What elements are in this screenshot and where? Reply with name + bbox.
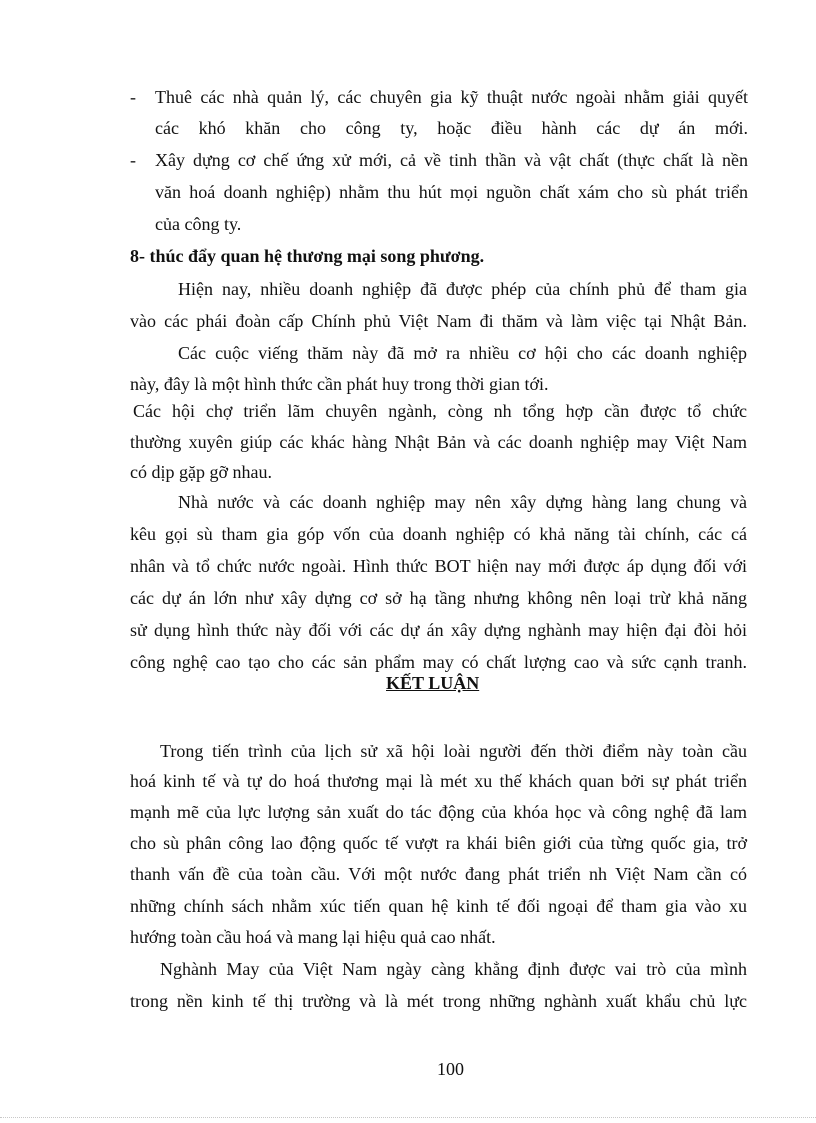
conclusion-line: thanh vấn đề của toàn cầu. Với một nước đang phát triển nh Việt Nam cần có [130, 864, 747, 884]
paragraph-line: nhân và tổ chức nước ngoài. Hình thức BOT hiện nay mới được áp dụng đối với [130, 556, 747, 576]
conclusion-title: KẾT LUẬN [386, 673, 480, 693]
paragraph-line: kêu gọi sù tham gia góp vốn của doanh nghiệp có khả năng tài chính, các cá [130, 524, 747, 544]
conclusion-line: mạnh mẽ của lực lượng sản xuất do tác động của khóa học và công nghệ đã lam [130, 802, 747, 822]
conclusion-line: trong nền kinh tế thị trường và là mét trong những nghành xuất khẩu chủ lực [130, 991, 747, 1011]
bullet-2-line-1: Xây dựng cơ chế ứng xử mới, cả về tinh thần và vật chất (thực chất là nền [155, 150, 748, 170]
paragraph-line: thường xuyên giúp các khác hàng Nhật Bản và các doanh nghiệp may Việt Nam [130, 432, 747, 452]
section-heading: 8- thúc đẩy quan hệ thương mại song phương. [130, 246, 485, 266]
paragraph-line: vào các phái đoàn cấp Chính phủ Việt Nam đi thăm và làm việc tại Nhật Bản. [130, 311, 747, 331]
conclusion-line: Trong tiến trình của lịch sử xã hội loài người đến thời điểm này toàn cầu [160, 741, 747, 761]
paragraph-line: Hiện nay, nhiều doanh nghiệp đã được phép của chính phủ để tham gia [178, 279, 747, 299]
paragraph-line: các dự án lớn như xây dựng cơ sở hạ tầng nhưng không nên loại trừ khả năng [130, 588, 747, 608]
bullet-2-line-2: văn hoá doanh nghiệp) nhằm thu hút mọi nguồn chất xám cho sù phát triển [155, 182, 748, 202]
bullet-1-line-2: các khó khăn cho công ty, hoặc điều hành các dự án mới. [155, 118, 748, 138]
conclusion-line: Nghành May của Việt Nam ngày càng khẳng định được vai trò của mình [160, 959, 747, 979]
conclusion-line: cho sù phân công lao động quốc tế vượt ra khái biên giới của từng quốc gia, trở [130, 833, 747, 853]
paragraph-line: sử dụng hình thức này đối với các dự án xây dựng nghành may hiện đại đòi hỏi [130, 620, 747, 640]
page-number: 100 [437, 1059, 464, 1079]
paragraph-line: Các hội chợ triển lãm chuyên ngành, còng nh tổng hợp cần được tổ chức [133, 401, 747, 421]
paragraph-line: có dịp gặp gỡ nhau. [130, 462, 272, 482]
page-bottom-border [0, 1117, 816, 1118]
conclusion-line: những chính sách nhằm xúc tiến quan hệ kinh tế đối ngoại để tham gia vào xu [130, 896, 747, 916]
bullet-1-line-1: Thuê các nhà quản lý, các chuyên gia kỹ thuật nước ngoài nhằm giải quyết [155, 87, 748, 107]
paragraph-line: Các cuộc viếng thăm này đã mở ra nhiều cơ hội cho các doanh nghiệp [178, 343, 747, 363]
bullet-marker: - [130, 150, 136, 170]
paragraph-line: Nhà nước và các doanh nghiệp may nên xây dựng hàng lang chung và [178, 492, 747, 512]
conclusion-line: hướng toàn cầu hoá và mang lại hiệu quả cao nhất. [130, 927, 496, 947]
bullet-2-line-3: của công ty. [155, 214, 242, 234]
bullet-marker: - [130, 87, 136, 107]
paragraph-line: công nghệ cao tạo cho các sản phẩm may có chất lượng cao và sức cạnh tranh. [130, 652, 747, 672]
conclusion-line: hoá kinh tế và tự do hoá thương mại là mét xu thế khách quan bởi sự phát triển [130, 771, 747, 791]
paragraph-line: này, đây là một hình thức cần phát huy trong thời gian tới. [130, 374, 549, 394]
